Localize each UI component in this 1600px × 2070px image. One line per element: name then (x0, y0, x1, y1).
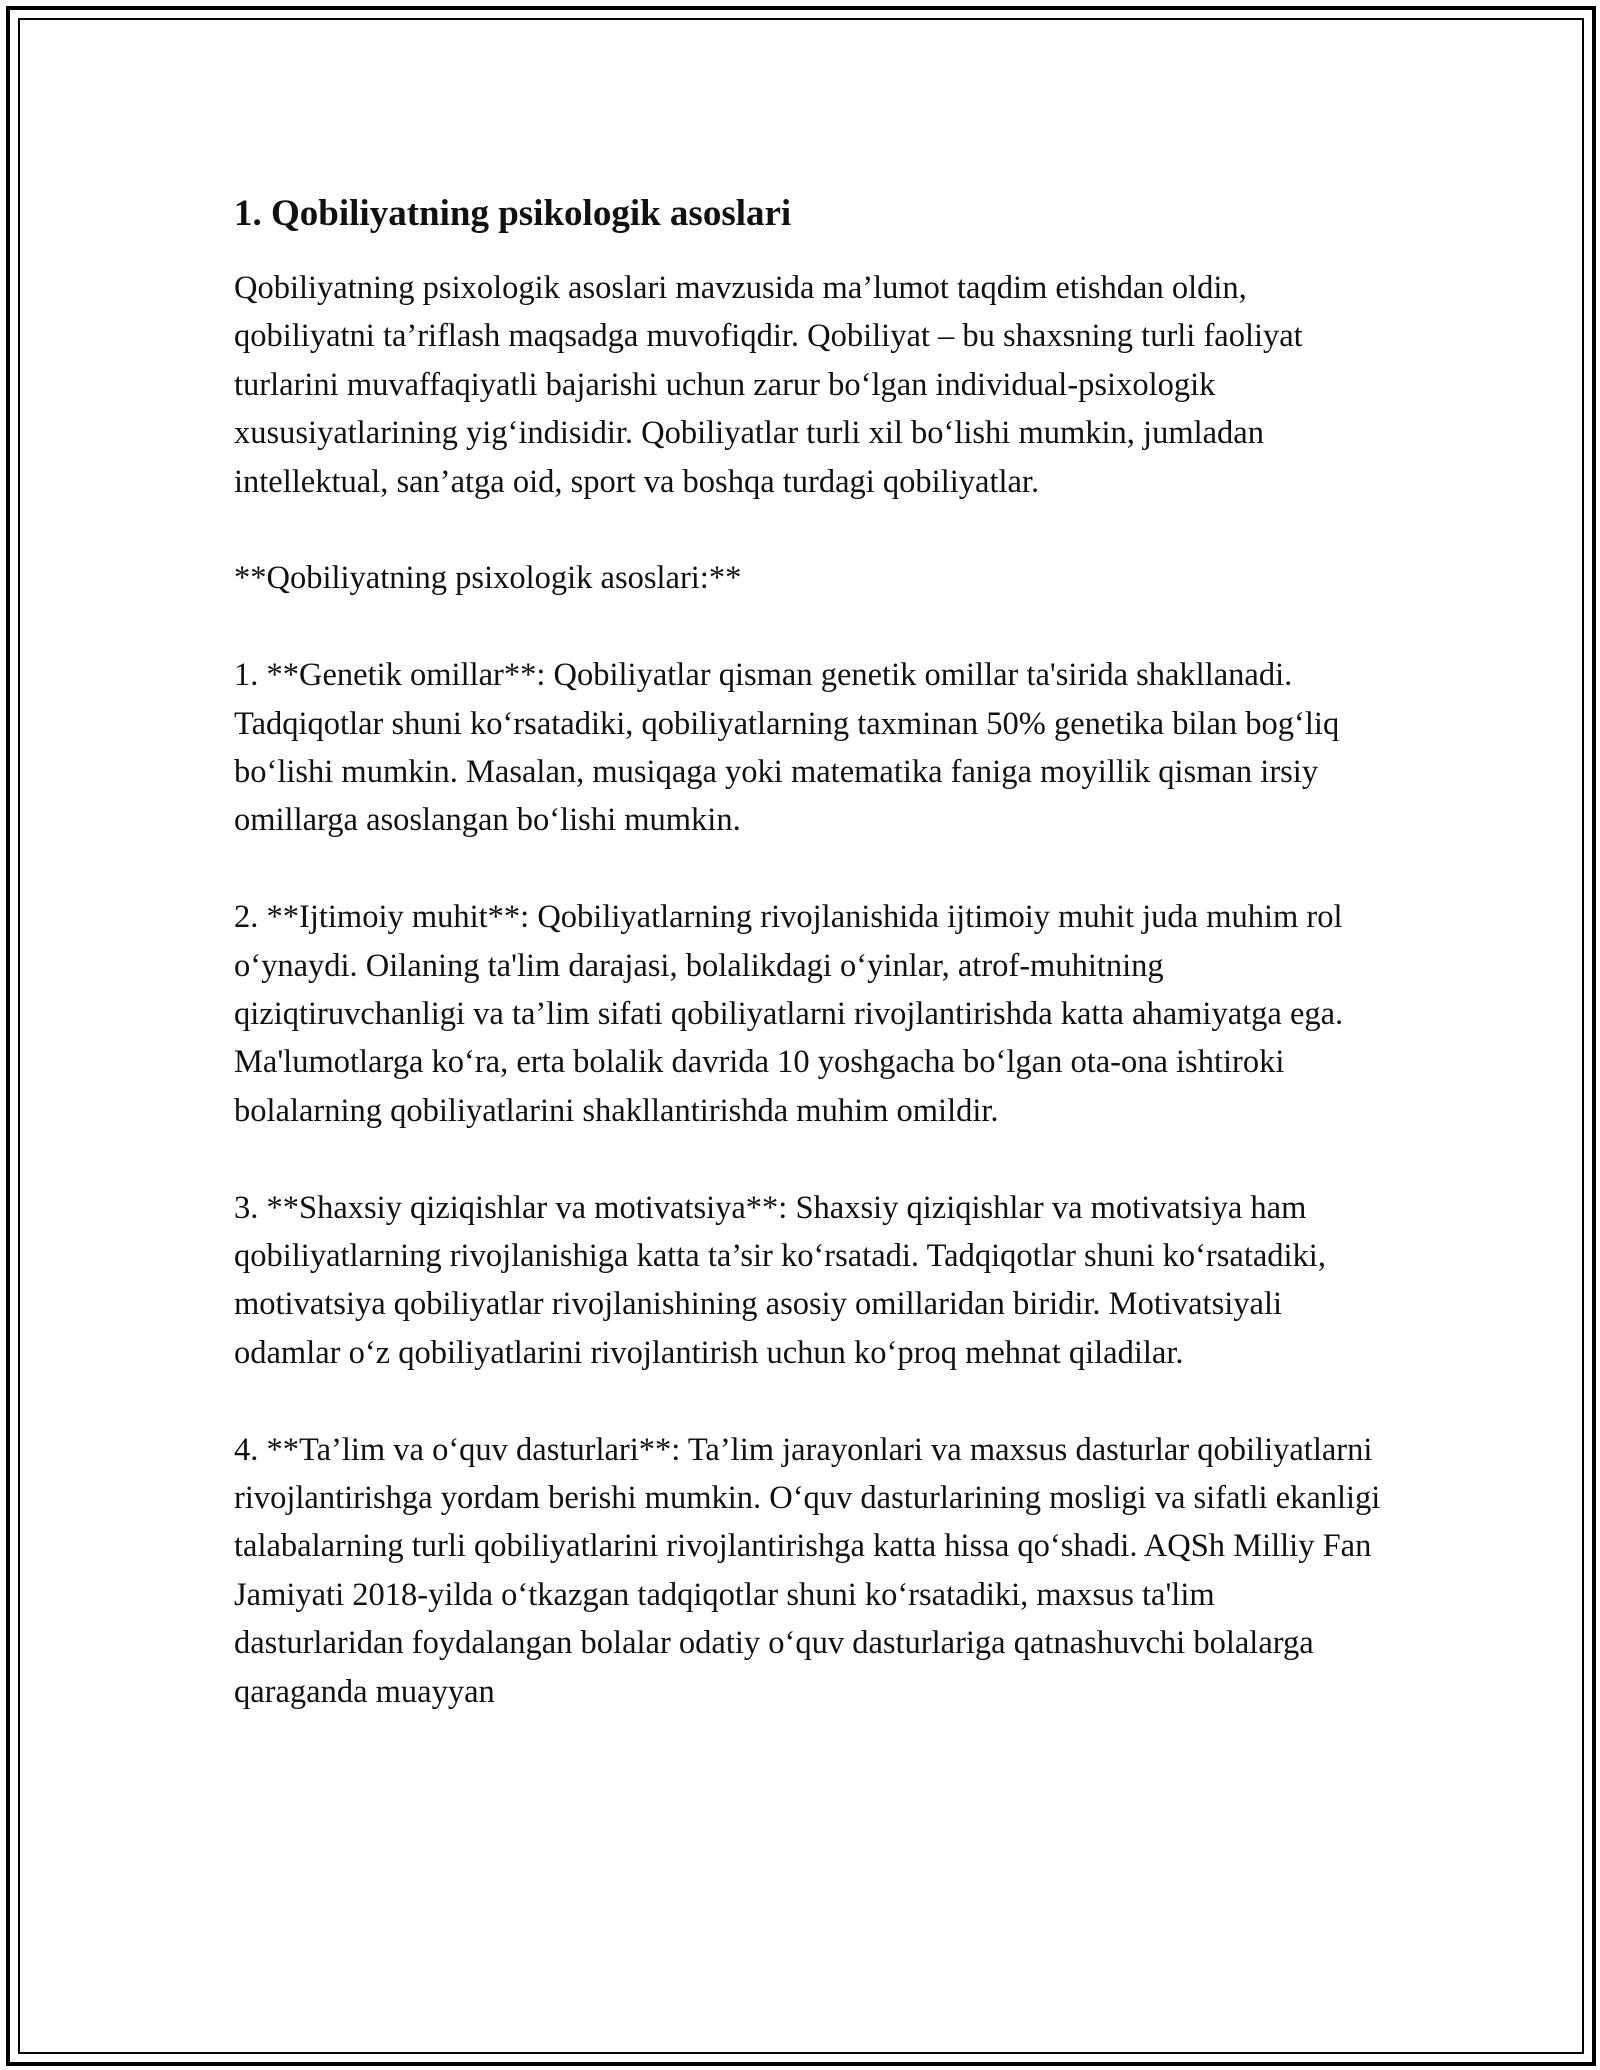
section-title: 1. Qobiliyatning psikologik asoslari (234, 193, 792, 234)
document-body (234, 186, 1384, 1716)
list-item-genetic-factors: 1. **Genetik omillar**: Qobiliyatlar qisman genetik omillar ta'sirida shakllanadi. Tadqiqotlar shuni ko‘rsatadiki, qobiliyatlarning taxminan 50% genetika bilan bog‘liq bo‘lishi mumkin. Masalan, musiqaga yoki matematika faniga moyillik qisman irsiy omillarga asoslangan bo‘lishi mumkin. (234, 657, 1340, 839)
list-item-social-environment: 2. **Ijtimoiy muhit**: Qobiliyatlarning rivojlanishida ijtimoiy muhit juda muhim rol o‘ynaydi. Oilaning ta'lim darajasi, bolalikdagi o‘yinlar, atrof-muhitning qiziqtiruvchanligi va ta’lim sifati qobiliyatlarni rivojlantirishda katta ahamiyatga ega. Ma'lumotlarga ko‘ra, erta bolalik davrida 10 yoshgacha bo‘lgan ota-ona ishtiroki bolalarning qobiliyatlarini shakllantirishda muhim omildir. (234, 899, 1344, 1129)
subheading-paragraph: **Qobiliyatning psixologik asoslari:** (234, 560, 742, 597)
list-item-interests-motivation: 3. **Shaxsiy qiziqishlar va motivatsiya**: Shaxsiy qiziqishlar va motivatsiya ham qobiliyatlarning rivojlanishiga katta ta’sir ko‘rsatadi. Tadqiqotlar shuni ko‘rsatadiki, motivatsiya qobiliyatlar rivojlanishining asosiy omillaridan biridir. Motivatsiyali odamlar o‘z qobiliyatlarini rivojlantirish uchun ko‘proq mehnat qiladilar. (234, 1189, 1326, 1371)
paragraph-gap (234, 1135, 1384, 1183)
list-item-education-programs: 4. **Ta’lim va o‘quv dasturlari**: Ta’lim jarayonlari va maxsus dasturlar qobiliyatlarni rivojlantirishga yordam berishi mumkin. O‘quv dasturlarining mosligi va sifatli ekanligi talabalarning turli qobiliyatlarini rivojlantirishga katta hissa qo‘shadi. AQSh Milliy Fan Jamiyati 2018-yilda o‘tkazgan tadqiqotlar shuni ko‘rsatadiki, maxsus ta'lim dasturlaridan foydalangan bolalar odatiy o‘quv dasturlariga qatnashuvchi bolalarga qaraganda muayyan (234, 1431, 1381, 1710)
paragraph-gap (234, 506, 1384, 554)
paragraph-gap (234, 1377, 1384, 1425)
paragraph-gap (234, 845, 1384, 893)
intro-paragraph: Qobiliyatning psixologik asoslari mavzusida ma’lumot taqdim etishdan oldin, qobiliyatni ta’riflash maqsadga muvofiqdir. Qobiliyat – bu shaxsning turli faoliyat turlarini muvaffaqiyatli bajarishi uchun zarur bo‘lgan individual-psixologik xususiyatlarining yig‘indisidir. Qobiliyatlar turli xil bo‘lishi mumkin, jumladan intellektual, san’atga oid, sport va boshqa turdagi qobiliyatlar. (234, 270, 1303, 500)
paragraph-gap (234, 603, 1384, 651)
